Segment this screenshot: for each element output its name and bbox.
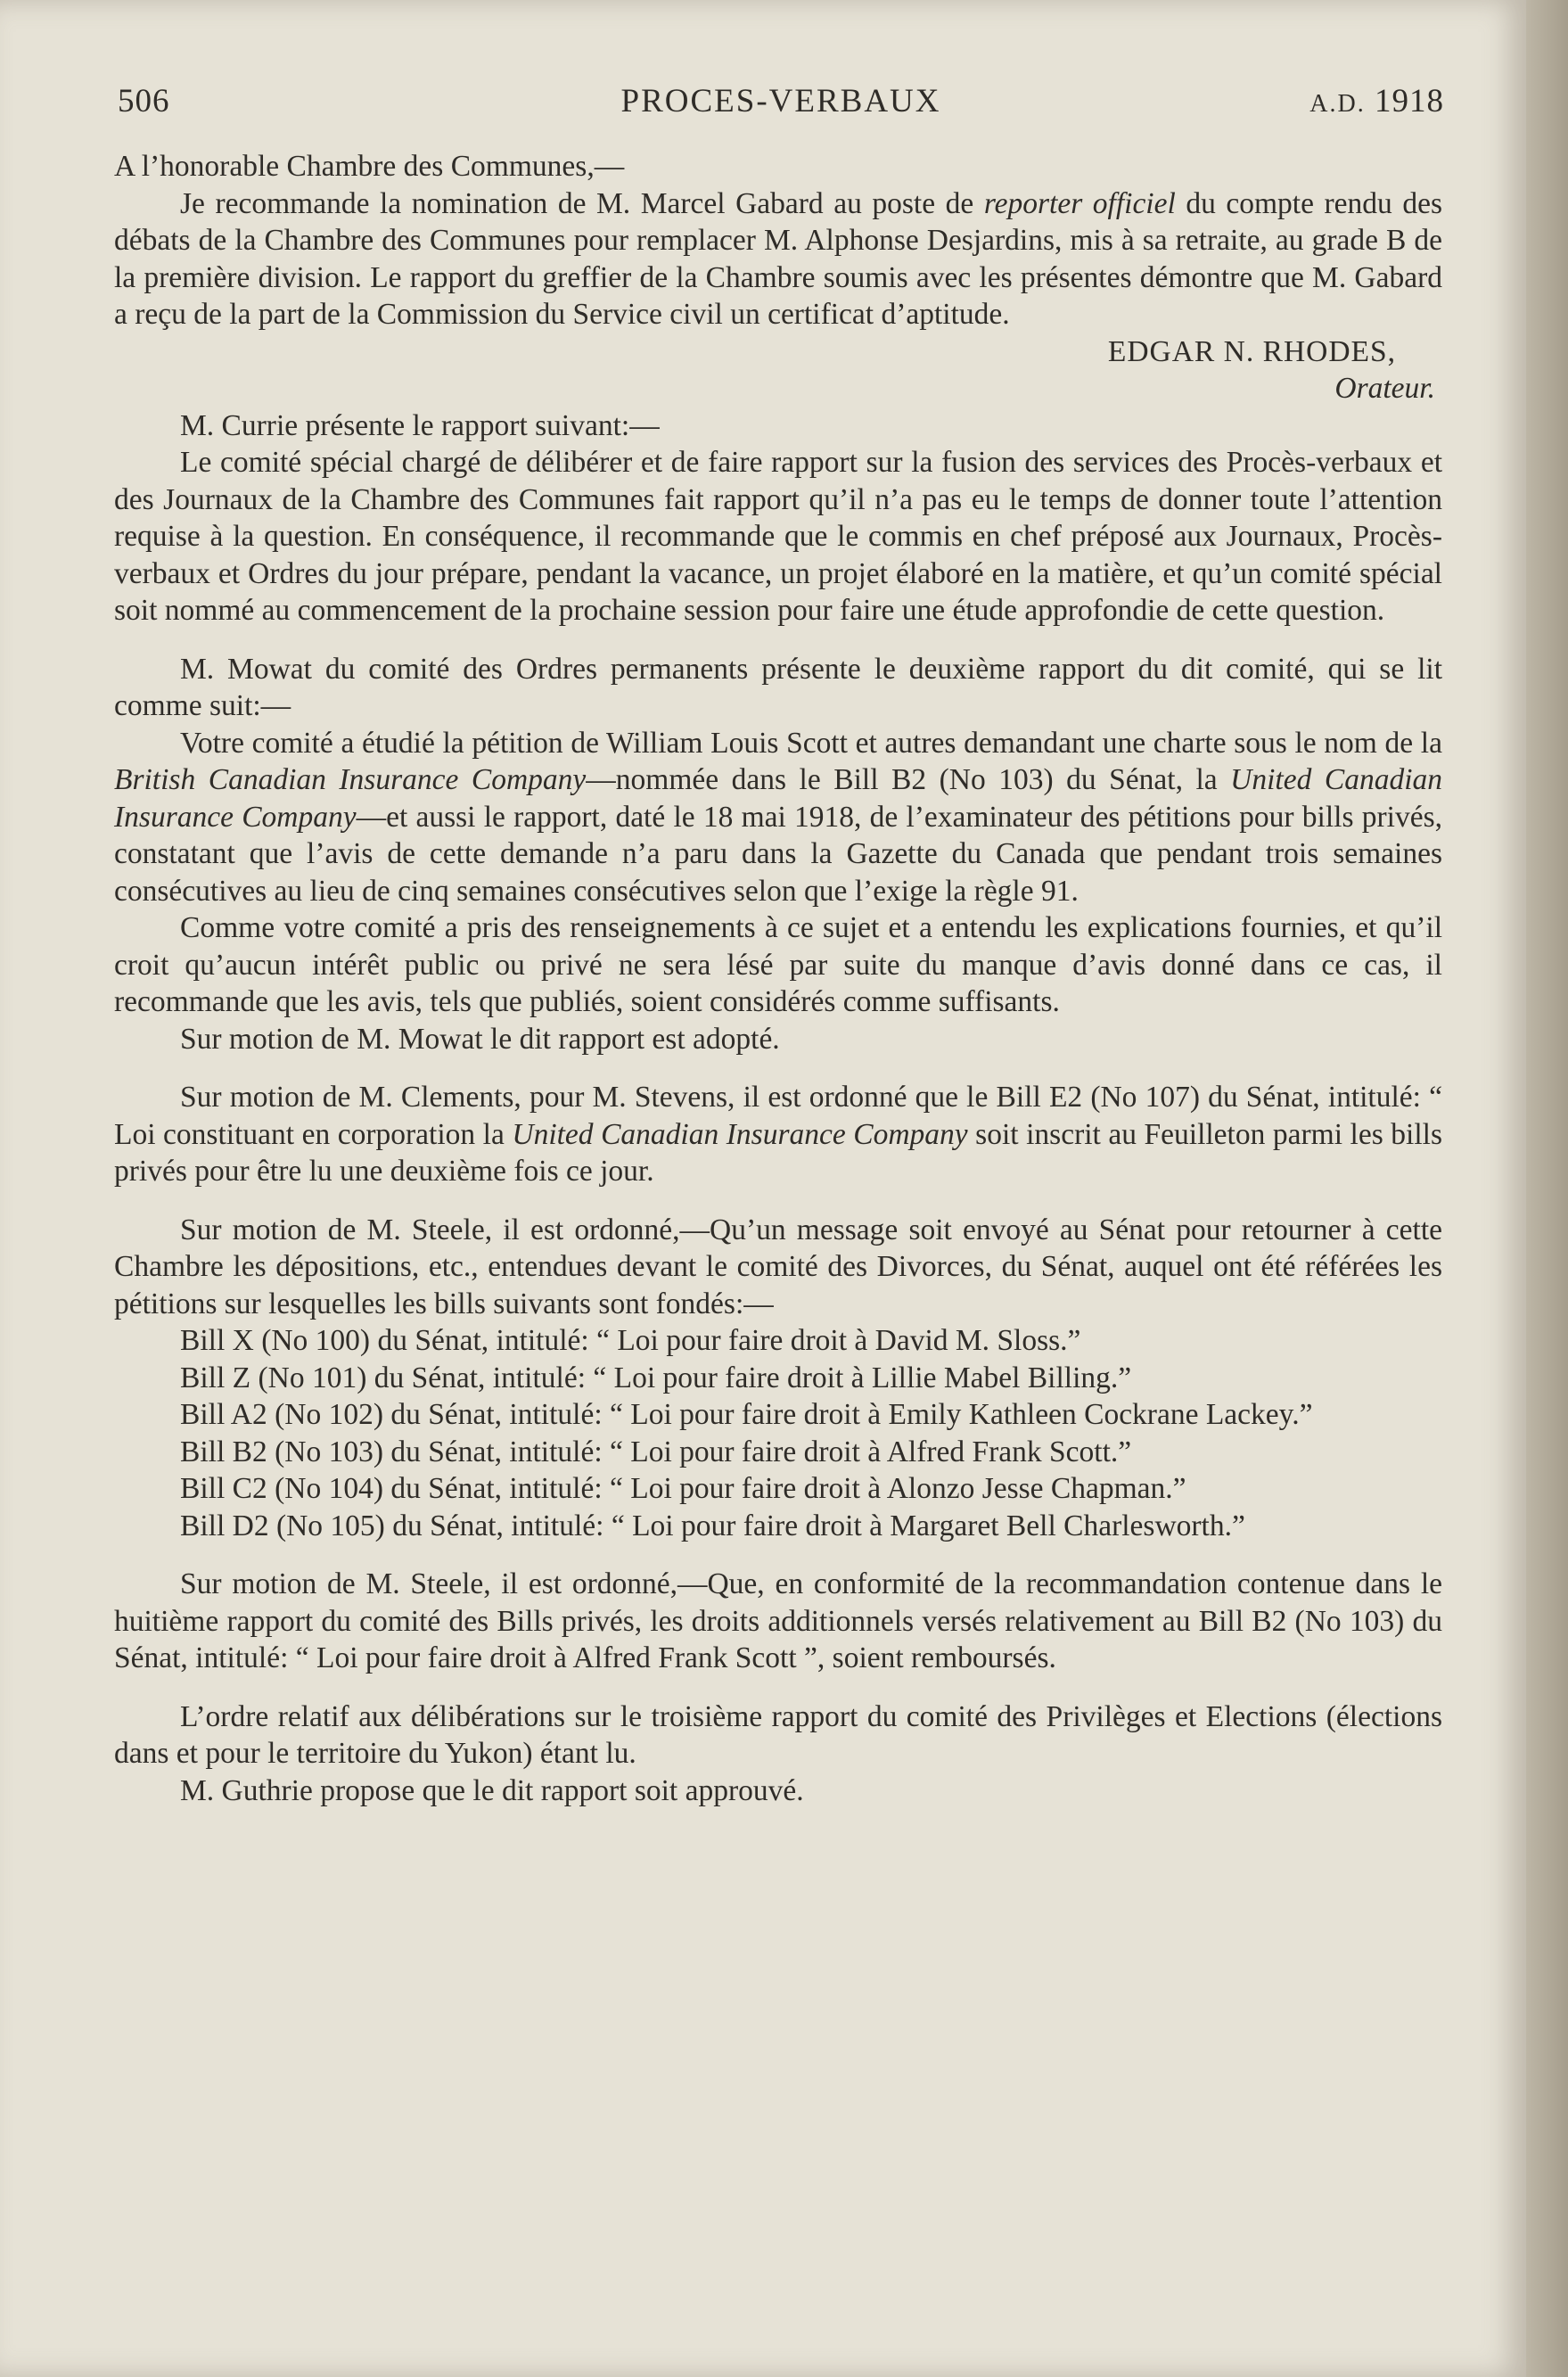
paragraph-clements: Sur motion de M. Clements, pour M. Stevens, il est ordonné que le Bill E2 (No 107) du Sénat, intitulé: “ Loi constituant en corporation la United Canadian Insurance Company soit inscrit au Feuilleton parmi les bills privés pour être lu une deuxième fois ce jour.	[114, 1081, 1443, 1188]
bill-item: Bill D2 (No 105) du Sénat, intitulé: “ Loi pour faire droit à Margaret Bell Charlesworth.”	[180, 1509, 1245, 1542]
paragraph-committee-report: Le comité spécial chargé de délibérer et de faire rapport sur la fusion des services des Procès-verbaux et des Journaux de la Chambre des Communes fait rapport qu’il n’a pas eu le temps de donner toute l’attention requise à la question. En conséquence, il recommande que le commis en chef préposé aux Journaux, Procès-verbaux et Ordres du jour prépare, pendant la vacance, un projet élaboré en la matière, et qu’un comité spécial soit nommé au commencement de la prochaine session pour faire une étude approfondie de cette question.	[114, 446, 1442, 627]
paragraph-order: L’ordre relatif aux délibérations sur le troisième rapport du comité des Privilèges et Elections (élections dans et pour le territoire du Yukon) étant lu.	[114, 1699, 1442, 1770]
paragraph-guthrie: M. Guthrie propose que le dit rapport soit approuvé.	[180, 1773, 804, 1807]
paragraph-recommendation: Je recommande la nomination de M. Marcel Gabard au poste de reporter officiel du compte rendu des débats de la Chambre des Communes pour remplacer M. Alphonse Desjardins, mis à sa retraite, au grade B de la première division. Le rapport du greffier de la Chambre soumis avec les présentes démontre que M. Gabard a reçu de la part de la Commission du Service civil un certificat d’aptitude.	[114, 186, 1442, 331]
paragraph-committee-info: Comme votre comité a pris des renseignements à ce sujet et a entendu les explications fournies, et qu’il croit qu’aucun intérêt public ou privé ne sera lésé par suite du manque d’avis donné dans ce cas, il recommande que les avis, tels que publiés, soient considérés comme suffisants.	[114, 911, 1442, 1018]
paragraph-steele-refund: Sur motion de M. Steele, il est ordonné,—Que, en conformité de la recommandation contenue dans le huitième rapport du comité des Bills privés, les droits additionnels versés relativement au Bill B2 (No 103) du Sénat, intitulé: “ Loi pour faire droit à Alfred Frank Scott ”, soient remboursés.	[114, 1567, 1442, 1674]
running-header	[118, 82, 1444, 127]
signature-name: EDGAR N. RHODES,	[1107, 334, 1396, 368]
paragraph-petition: Votre comité a étudié la pétition de William Louis Scott et autres demandant une charte sous le nom de la British Canadian Insurance Company—nommée dans le Bill B2 (No 103) du Sénat, la United Canadian Insurance Company—et aussi le rapport, daté le 18 mai 1918, de l’examinateur des pétitions pour bills privés, constatant que l’avis de cette demande n’a paru dans la Gazette du Canada que pendant trois semaines consécutives au lieu de cinq semaines consécutives selon que l’exige la règle 91.	[114, 726, 1443, 908]
salutation: A l’honorable Chambre des Communes,—	[114, 150, 625, 183]
header-year	[1309, 82, 1444, 120]
paragraph-steele-message: Sur motion de M. Steele, il est ordonné,—Qu’un message soit envoyé au Sénat pour retourner à cette Chambre les dépositions, etc., entendues devant le comité des Divorces, du Sénat, auquel ont été référées les pétitions sur lesquelles les bills suivants sont fondés:—	[114, 1213, 1442, 1320]
page-number: 506	[118, 83, 170, 119]
year-prefix: A.D.	[1309, 90, 1366, 118]
bill-item: Bill C2 (No 104) du Sénat, intitulé: “ Loi pour faire droit à Alonzo Jesse Chapman.”	[180, 1472, 1186, 1505]
paragraph-currie: M. Currie présente le rapport suivant:—	[180, 408, 660, 442]
page-edge	[1526, 0, 1568, 2377]
page-title: PROCES-VERBAUX	[620, 83, 941, 119]
bill-item: Bill B2 (No 103) du Sénat, intitulé: “ Loi pour faire droit à Alfred Frank Scott.”	[180, 1435, 1132, 1468]
bill-item: Bill A2 (No 102) du Sénat, intitulé: “ Loi pour faire droit à Emily Kathleen Cockrane Lackey.”	[180, 1398, 1313, 1431]
page-body	[114, 148, 1442, 1809]
year-value: 1918	[1375, 83, 1444, 119]
paragraph-adopted: Sur motion de M. Mowat le dit rapport est adopté.	[180, 1022, 780, 1056]
signature-title: Orateur.	[1334, 372, 1435, 405]
bill-item: Bill Z (No 101) du Sénat, intitulé: “ Loi pour faire droit à Lillie Mabel Billing.”	[180, 1361, 1132, 1394]
bill-item: Bill X (No 100) du Sénat, intitulé: “ Loi pour faire droit à David M. Sloss.”	[180, 1324, 1081, 1357]
paragraph-mowat: M. Mowat du comité des Ordres permanents présente le deuxième rapport du dit comité, qui se lit comme suit:—	[114, 652, 1442, 722]
